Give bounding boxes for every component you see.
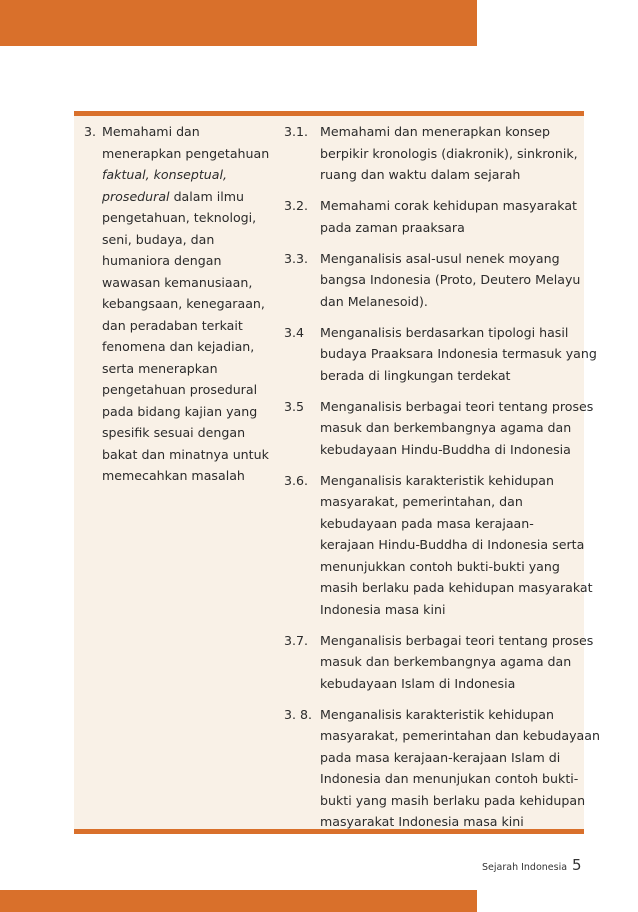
- competency-code: 3.7.: [284, 632, 309, 648]
- competency-line: masyarakat, pemerintahan dan kebudayaan: [320, 728, 600, 743]
- core-competency-line: seni, budaya, dan: [102, 231, 215, 247]
- competency-item: [284, 121, 582, 186]
- competency-item: [284, 195, 582, 238]
- competency-line: pada zaman praaksara: [320, 219, 465, 235]
- competency-text: [284, 248, 582, 313]
- competency-line: Menganalisis asal-usul nenek moyang: [320, 250, 560, 266]
- core-competency-line: bakat dan minatnya untuk: [102, 446, 269, 462]
- competency-text: [284, 195, 582, 238]
- competency-line: masuk dan berkembangnya agama dan: [320, 654, 572, 669]
- competency-item: [284, 248, 582, 313]
- core-competency-line: Memahami dan: [102, 124, 200, 139]
- core-competency-line: serta menerapkan: [102, 360, 218, 376]
- core-competency-line: prosedural dalam ilmu: [102, 188, 245, 204]
- competency-item: [284, 396, 594, 461]
- competency-text: [284, 396, 594, 461]
- competency-line: Memahami dan menerapkan konsep: [320, 124, 551, 139]
- competency-code: 3. 8.: [284, 706, 313, 722]
- competency-text: [284, 121, 582, 186]
- competency-line: menunjukkan contoh bukti-bukti yang: [320, 558, 560, 574]
- core-competency-line: dan peradaban terkait: [102, 317, 243, 333]
- core-competency-line: wawasan kemanusiaan,: [102, 274, 253, 290]
- competency-line: kebudayaan Islam di Indonesia: [320, 675, 516, 691]
- core-competency-line: pengetahuan, teknologi,: [102, 210, 257, 225]
- core-competency-line: memecahkan masalah: [102, 468, 245, 483]
- competency-line: Indonesia masa kini: [320, 601, 446, 617]
- competency-line: kerajaan Hindu-Buddha di Indonesia serta: [320, 537, 585, 552]
- core-competency-text: [84, 121, 274, 487]
- competency-item: [284, 630, 594, 695]
- competency-code: 3.1.: [284, 124, 309, 139]
- competency-text: [284, 704, 600, 833]
- competency-line: masih berlaku pada kehidupan masyarakat: [320, 580, 593, 595]
- competency-line: Menganalisis berbagai teori tentang proses: [320, 632, 594, 648]
- competency-line: berpikir kronologis (diakronik), sinkronik,: [320, 145, 578, 161]
- competency-code: 3.4: [284, 324, 305, 340]
- competency-line: Menganalisis berbagai teori tentang proses: [320, 398, 594, 414]
- bottom-accent-bar: [0, 890, 477, 912]
- competency-code: 3.5: [284, 398, 305, 414]
- core-competency-line: humaniora dengan: [102, 253, 222, 268]
- core-competency-number: 3.: [84, 124, 97, 139]
- core-competency-line: pengetahuan prosedural: [102, 382, 258, 397]
- competency-line: ruang dan waktu dalam sejarah: [320, 167, 521, 182]
- competency-code: 3.6.: [284, 472, 309, 488]
- competency-line: pada masa kerajaan-kerajaan Islam di: [320, 749, 561, 765]
- competency-item: [284, 322, 597, 387]
- core-competency: [84, 121, 274, 487]
- core-competency-line: menerapkan pengetahuan: [102, 145, 270, 161]
- competency-item: [284, 470, 593, 621]
- competency-line: bukti yang masih berlaku pada kehidupan: [320, 792, 586, 808]
- competency-line: Indonesia dan menunjukan contoh bukti-: [320, 771, 579, 786]
- core-competency-line: kebangsaan, kenegaraan,: [102, 296, 265, 311]
- top-accent-bar: [0, 0, 477, 46]
- page-number: 5: [572, 856, 582, 874]
- core-competency-line: pada bidang kajian yang: [102, 403, 258, 419]
- competency-line: masyarakat, pemerintahan, dan: [320, 494, 523, 509]
- competency-line: kebudayaan Hindu-Buddha di Indonesia: [320, 441, 571, 457]
- book-title: Sejarah Indonesia: [482, 862, 568, 873]
- competency-line: budaya Praaksara Indonesia termasuk yang: [320, 346, 597, 361]
- competency-code: 3.2.: [284, 198, 309, 213]
- competency-line: Menganalisis karakteristik kehidupan: [320, 472, 555, 488]
- competency-item: [284, 704, 600, 833]
- competency-line: berada di lingkungan terdekat: [320, 367, 511, 383]
- core-competency-line: fenomena dan kejadian,: [102, 339, 255, 354]
- competency-text: [284, 470, 593, 621]
- basic-competency-list: [284, 121, 600, 842]
- competency-code: 3.3.: [284, 250, 309, 266]
- competency-line: Memahami corak kehidupan masyarakat: [320, 198, 577, 213]
- competency-text: [284, 630, 594, 695]
- core-competency-line: spesifik sesuai dengan: [102, 425, 246, 440]
- competency-line: Menganalisis karakteristik kehidupan: [320, 706, 555, 722]
- competency-line: bangsa Indonesia (Proto, Deutero Melayu: [320, 272, 581, 287]
- core-competency-line: faktual, konseptual,: [102, 167, 228, 182]
- competency-text: [284, 322, 597, 387]
- competency-line: Menganalisis berdasarkan tipologi hasil: [320, 324, 569, 340]
- competency-line: masuk dan berkembangnya agama dan: [320, 420, 572, 435]
- competency-table: [74, 111, 600, 834]
- competency-line: dan Melanesoid).: [320, 293, 428, 309]
- competency-line: masyarakat Indonesia masa kini: [320, 814, 524, 829]
- competency-line: kebudayaan pada masa kerajaan-: [320, 515, 534, 531]
